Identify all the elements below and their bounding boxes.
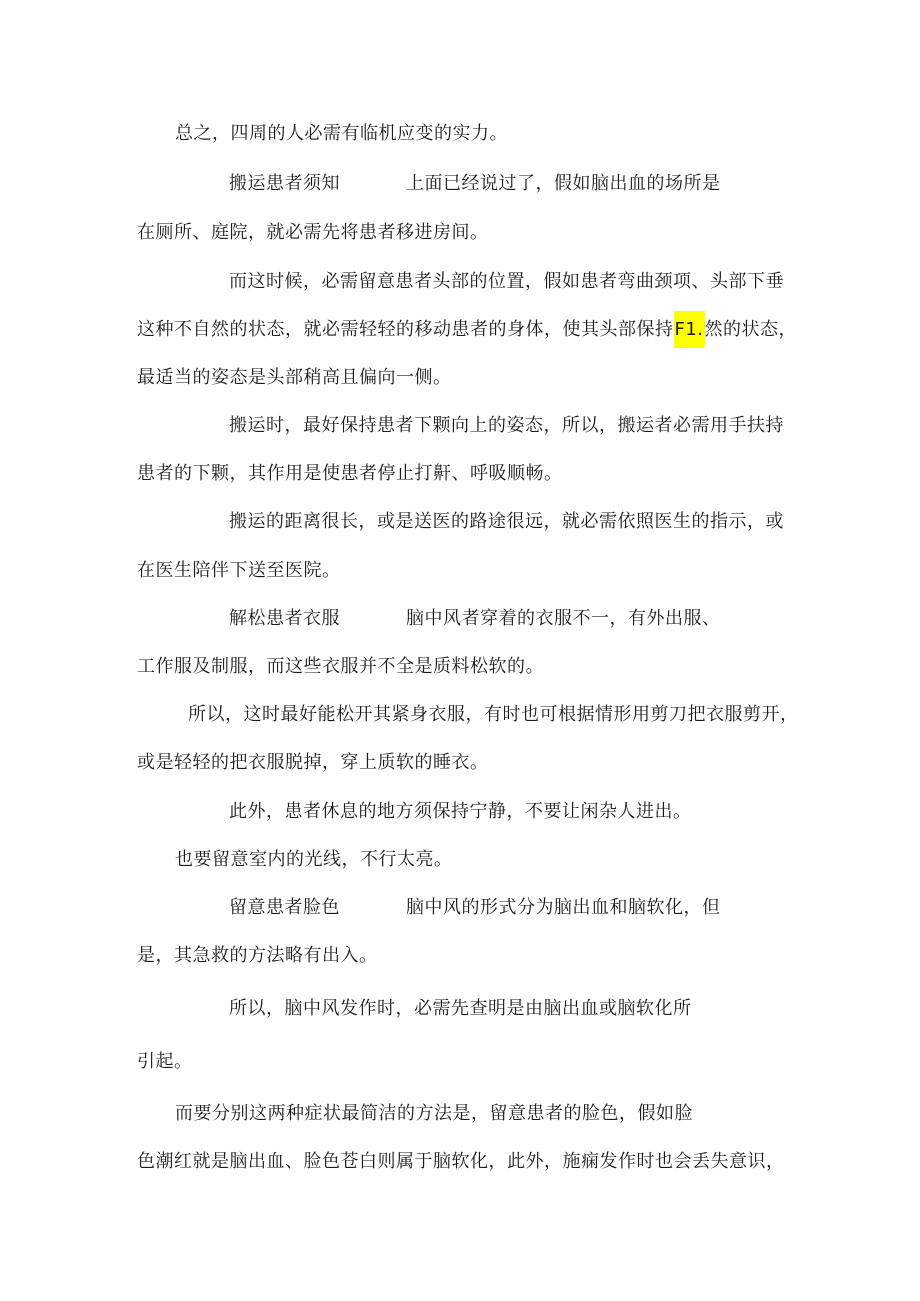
section-heading-line: [229, 896, 721, 920]
text-span: 工作服及制服，而这些衣服并不全是质料松软的。: [137, 656, 544, 677]
text-span: 而这时候，必需留意患者头部的位置，假如患者弯曲颈项、头部下垂: [229, 271, 784, 292]
section-heading: 搬运患者须知: [229, 173, 340, 194]
text-span: 此外，患者休息的地方须保持宁静，不要让闲杂人进出。: [229, 801, 692, 822]
text-span: 然的状态，: [704, 319, 798, 340]
paragraph-line: [137, 1150, 785, 1174]
paragraph-line: [188, 703, 799, 727]
text-span: 是，其急救的方法略有出入。: [137, 945, 378, 966]
paragraph-line: [229, 414, 784, 438]
paragraph-line: [175, 848, 453, 872]
text-span: 所以，这时最好能松开其紧身衣服，有时也可根据情形用剪刀把衣服剪开，: [188, 704, 799, 725]
text-span: 搬运的距离很长，或是送医的路途很远，就必需依照医生的指示，或: [229, 511, 784, 532]
paragraph-line: [137, 559, 341, 583]
paragraph-line: [137, 751, 489, 775]
paragraph-line: [175, 122, 508, 146]
text-span: 患者的下颗，其作用是使患者停止打鼾、呼吸顺畅。: [137, 463, 563, 484]
text-span: 而要分别这两种症状最简洁的方法是，留意患者的脸色，假如脸: [175, 1103, 693, 1124]
text-span: 搬运时，最好保持患者下颗向上的姿态，所以，搬运者必需用手扶持: [229, 415, 784, 436]
section-heading: 留意患者脸色: [229, 897, 340, 918]
paragraph-line: [137, 366, 452, 390]
highlighted-text: F1.: [674, 311, 705, 348]
paragraph-line: [229, 997, 692, 1021]
paragraph-line: [175, 1102, 693, 1126]
paragraph-line: [137, 1050, 193, 1074]
text-span: 最适当的姿态是头部稍高且偏向一侧。: [137, 367, 452, 388]
section-heading-line: [229, 172, 721, 196]
text-span: 总之，四周的人必需有临机应变的实力。: [175, 123, 508, 144]
text-span: 色潮红就是脑出血、脸色苍白则属于脑软化，此外，施痫发作时也会丢失意识，: [137, 1151, 785, 1172]
text-span: 这种不自然的状态，就必需轻轻的移动患者的身体，使其头部保持: [137, 319, 674, 340]
text-span: 脑中风的形式分为脑出血和脑软化，但: [406, 897, 721, 918]
section-heading: 解松患者衣服: [229, 608, 340, 629]
paragraph-line: [137, 318, 797, 342]
paragraph-line: [229, 270, 784, 294]
text-span: 也要留意室内的光线，不行太亮。: [175, 849, 453, 870]
text-span: 或是轻轻的把衣服脱掉，穿上质软的睡衣。: [137, 752, 489, 773]
paragraph-line: [137, 655, 544, 679]
paragraph-line: [137, 221, 489, 245]
text-span: 在医生陪伴下送至医院。: [137, 560, 341, 581]
paragraph-line: [229, 510, 784, 534]
text-span: 上面已经说过了，假如脑出血的场所是: [406, 173, 721, 194]
text-span: 脑中风者穿着的衣服不一，有外出服、: [406, 608, 721, 629]
section-heading-line: [229, 607, 721, 631]
paragraph-line: [229, 800, 692, 824]
text-span: 在厕所、庭院，就必需先将患者移进房间。: [137, 222, 489, 243]
text-span: 引起。: [137, 1051, 193, 1072]
paragraph-line: [137, 944, 378, 968]
paragraph-line: [137, 462, 563, 486]
text-span: 所以，脑中风发作时，必需先查明是由脑出血或脑软化所: [229, 998, 692, 1019]
